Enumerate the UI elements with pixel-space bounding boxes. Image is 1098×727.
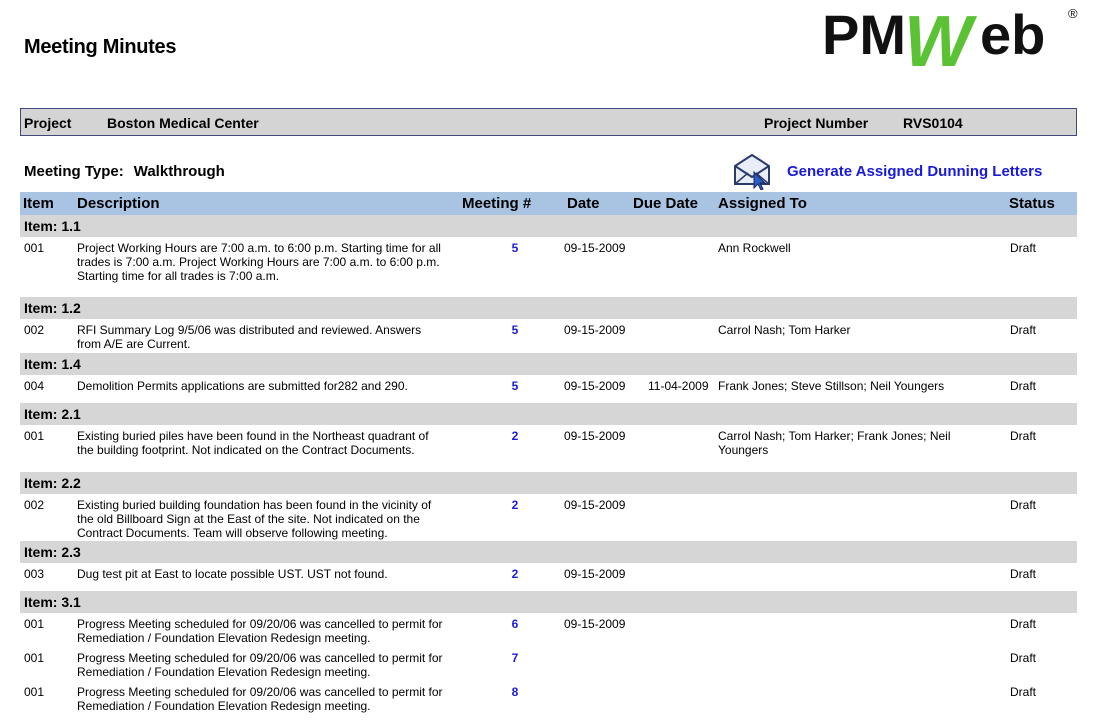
status-cell: Draft <box>1010 241 1037 255</box>
group-header: Item: 2.3 <box>20 541 1077 563</box>
item-cell: 001 <box>24 241 45 255</box>
col-assigned-to: Assigned To <box>718 195 807 212</box>
status-cell: Draft <box>1010 323 1037 337</box>
project-number-value: RVS0104 <box>903 115 963 131</box>
item-cell: 001 <box>24 651 45 665</box>
assigned-to-cell: Carrol Nash; Tom Harker <box>718 323 851 337</box>
meeting-type-value: Walkthrough <box>133 163 225 180</box>
table-row[interactable] <box>20 375 1077 403</box>
project-number-label: Project Number <box>764 115 869 131</box>
group-header: Item: 3.1 <box>20 591 1077 613</box>
description-cell: Progress Meeting scheduled for 09/20/06 was cancelled to permit for Remediation / Foundation Elevation Redesign meeting. <box>77 685 443 713</box>
group-header: Item: 2.1 <box>20 403 1077 425</box>
description-cell: Demolition Permits applications are submitted for282 and 290. <box>77 379 408 393</box>
date-cell: 09-15-2009 <box>564 323 626 337</box>
col-meeting-num: Meeting # <box>462 195 532 212</box>
logo-registered-mark: ® <box>1068 6 1078 21</box>
assigned-to-cell: Frank Jones; Steve Stillson; Neil Youngers <box>718 379 945 393</box>
group-header: Item: 1.4 <box>20 353 1077 375</box>
date-cell: 09-15-2009 <box>564 567 626 581</box>
logo-graphic <box>822 2 1084 74</box>
pmweb-logo <box>822 2 1084 74</box>
col-item: Item <box>23 195 54 212</box>
page-title: Meeting Minutes <box>24 36 177 58</box>
item-cell: 002 <box>24 498 45 512</box>
description-cell: RFI Summary Log 9/5/06 was distributed and reviewed. Answers from A/E are Current. <box>77 323 422 351</box>
meeting-number-link[interactable]: 5 <box>511 241 519 255</box>
date-cell: 09-15-2009 <box>564 429 626 443</box>
project-info-bar <box>20 108 1077 136</box>
date-cell: 09-15-2009 <box>564 617 626 631</box>
status-cell: Draft <box>1010 617 1037 631</box>
table-row[interactable] <box>20 494 1077 541</box>
table-row[interactable] <box>20 647 1077 681</box>
meeting-number-link[interactable]: 7 <box>511 651 519 665</box>
status-cell: Draft <box>1010 429 1037 443</box>
description-cell: Progress Meeting scheduled for 09/20/06 was cancelled to permit for Remediation / Foundation Elevation Redesign meeting. <box>77 617 443 645</box>
assigned-to-cell: Carrol Nash; Tom Harker; Frank Jones; Neil Youngers <box>718 429 951 457</box>
meeting-number-link[interactable]: 2 <box>511 429 519 443</box>
item-cell: 003 <box>24 567 45 581</box>
meeting-number-link[interactable]: 8 <box>511 685 519 699</box>
meeting-number-link[interactable]: 2 <box>511 498 519 512</box>
table-row[interactable] <box>20 425 1077 472</box>
date-cell: 09-15-2009 <box>564 241 626 255</box>
col-date: Date <box>567 195 600 212</box>
logo-text-eb: eb <box>980 3 1046 66</box>
due-date-cell: 11-04-2009 <box>648 379 709 393</box>
item-cell: 001 <box>24 429 45 443</box>
group-header: Item: 1.1 <box>20 215 1077 237</box>
logo-text-w: W <box>904 2 972 74</box>
project-label: Project <box>24 115 72 131</box>
meeting-number-link[interactable]: 5 <box>511 323 519 337</box>
table-header <box>20 192 1077 215</box>
description-cell: Dug test pit at East to locate possible UST. UST not found. <box>77 567 388 581</box>
generate-dunning-letters-button[interactable] <box>732 152 1042 190</box>
description-cell: Existing buried building foundation has been found in the vicinity of the old Billboard Sign at the East of the site. Not indicated on the Contract Documents. Team will observe following meeting. <box>77 498 432 540</box>
col-description: Description <box>77 195 160 212</box>
table-row[interactable] <box>20 319 1077 353</box>
col-due-date: Due Date <box>633 195 699 212</box>
table-row[interactable] <box>20 563 1077 591</box>
status-cell: Draft <box>1010 651 1037 665</box>
date-cell: 09-15-2009 <box>564 498 626 512</box>
status-cell: Draft <box>1010 567 1037 581</box>
meeting-number-link[interactable]: 2 <box>511 567 519 581</box>
item-cell: 002 <box>24 323 45 337</box>
description-cell: Progress Meeting scheduled for 09/20/06 was cancelled to permit for Remediation / Foundation Elevation Redesign meeting. <box>77 651 443 679</box>
table-body <box>20 215 1077 715</box>
assigned-to-cell: Ann Rockwell <box>718 241 791 255</box>
status-cell: Draft <box>1010 685 1037 699</box>
description-cell: Existing buried piles have been found in the Northeast quadrant of the building footprint. Not indicated on the Contract Documents. <box>77 429 429 457</box>
item-cell: 001 <box>24 617 45 631</box>
envelope-icon <box>732 152 772 190</box>
logo-text-pm: PM <box>822 3 906 66</box>
meeting-number-link[interactable]: 5 <box>511 379 519 393</box>
status-cell: Draft <box>1010 379 1037 393</box>
project-value: Boston Medical Center <box>107 115 259 131</box>
date-cell: 09-15-2009 <box>564 379 626 393</box>
table-row[interactable] <box>20 613 1077 647</box>
group-header: Item: 2.2 <box>20 472 1077 494</box>
table-row[interactable] <box>20 237 1077 297</box>
item-cell: 004 <box>24 379 45 393</box>
col-status: Status <box>1009 195 1055 212</box>
item-cell: 001 <box>24 685 45 699</box>
meeting-type <box>24 163 225 180</box>
minutes-table <box>20 192 1077 715</box>
meeting-number-link[interactable]: 6 <box>511 617 519 631</box>
meeting-type-label: Meeting Type: <box>24 163 124 180</box>
table-row[interactable] <box>20 681 1077 715</box>
dunning-letters-link[interactable]: Generate Assigned Dunning Letters <box>787 162 1043 180</box>
status-cell: Draft <box>1010 498 1037 512</box>
description-cell: Project Working Hours are 7:00 a.m. to 6:00 p.m. Starting time for all trades is 7:00 a.m. Project Working Hours are 7:00 a.m. to 6:00 p.m. Starting time for all trades is 7:00 a.m. <box>77 241 441 283</box>
group-header: Item: 1.2 <box>20 297 1077 319</box>
